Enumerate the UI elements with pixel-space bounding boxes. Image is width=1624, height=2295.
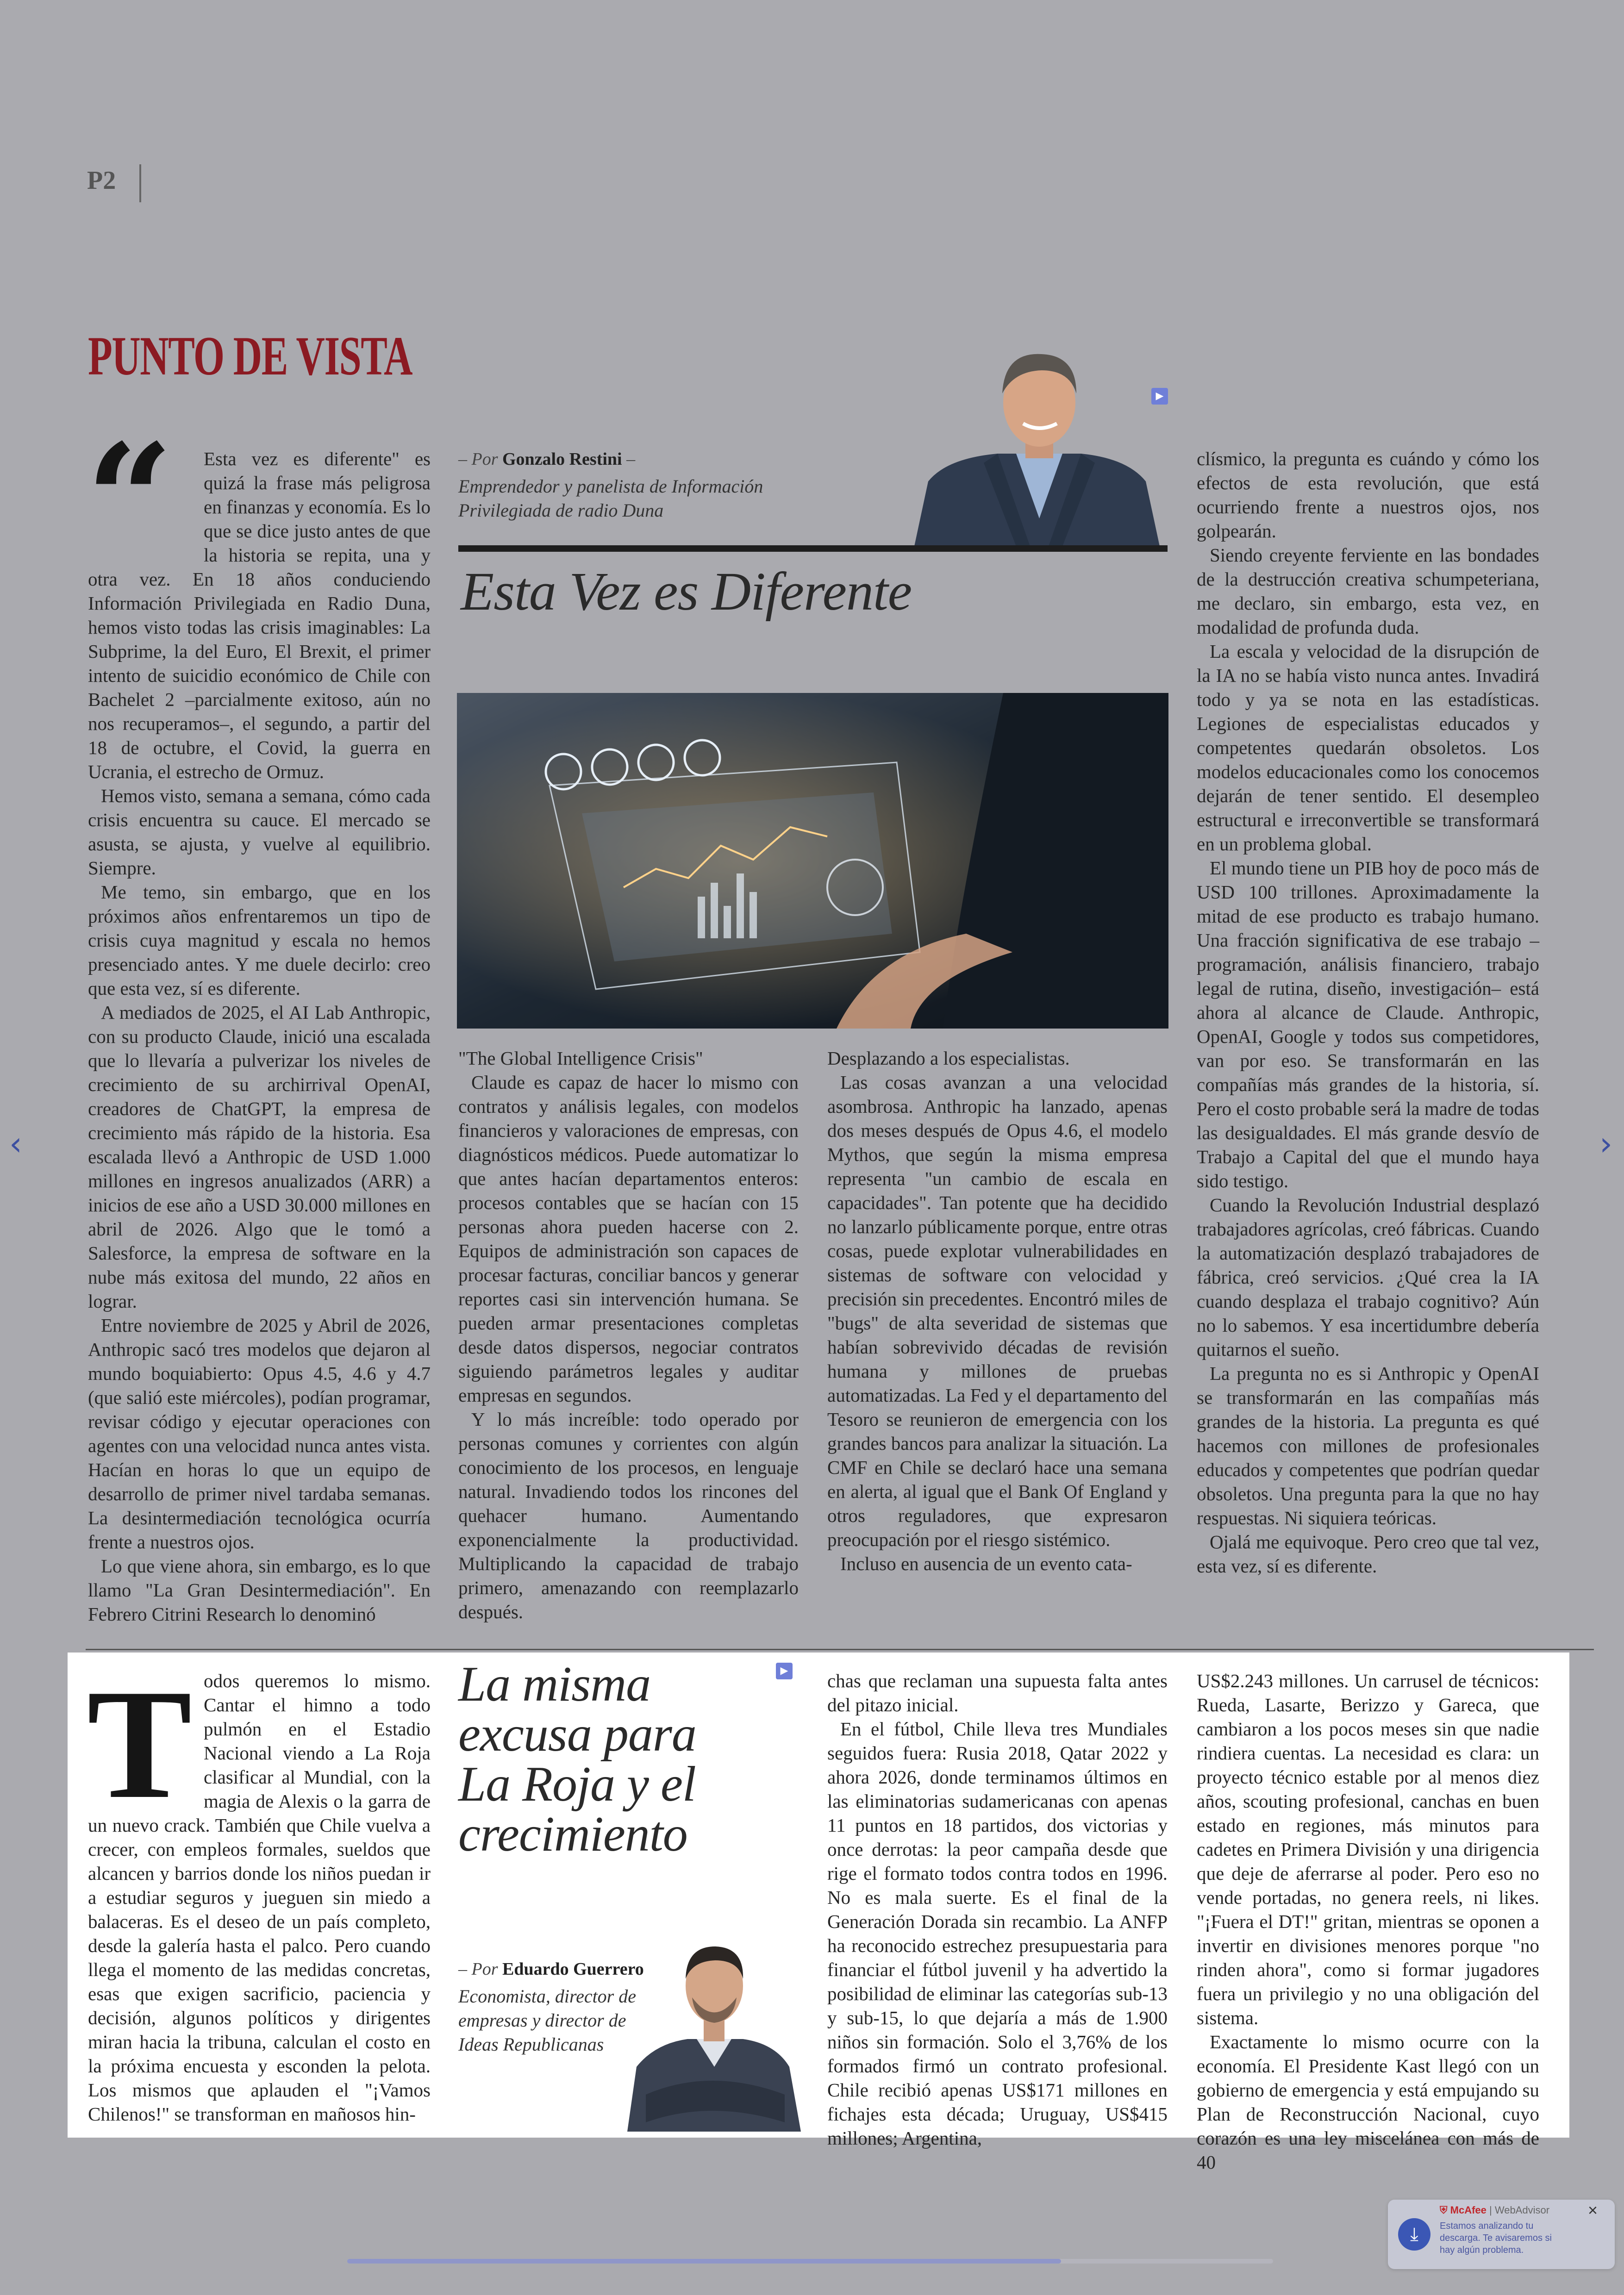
article1-col3-p2: Las cosas avanzan a una velocidad asombrosa. Anthropic ha lanzado, apenas dos meses después de Opus 4.6, el modelo Mythos, que según la misma empresa representa "un cambio de escala en capacidades". Tan potente que ha decidido no lanzarlo públicamente porque, entre otras cosas, puede explotar vulnerabilidades en sistemas de software con velocidad y precisión sin precedentes. Encontró miles de "bugs" de alta severidad de sistemas que habían sobrevivido décadas de revisión humana y millones de pruebas automatizadas. La Fed y el departamento del Tesoro se reunieron de emergencia con los grandes bancos para analizar la situación. La CMF en Chile se declaró hace una semana en alerta, al igual que el Bank Of England y otros reguladores, que expresaron preocupación por el riesgo sistémico. (827, 1072, 1168, 1550)
next-page-arrow-icon[interactable]: › (1599, 1125, 1612, 1163)
article1-col2-p1: "The Global Intelligence Crisis" (458, 1048, 703, 1069)
article1-col4-p5: Cuando la Revolución Industrial desplazó trabajadores agrícolas, creó fábricas. Cuando la automatización desplazó trabajadores de fábrica, creó servicios. ¿Qué crea la IA cuando desplaza el trabajo cognitivo? Aún no lo sabemos. Y esa incertidumbre debería quitarnos el sueño. (1197, 1194, 1539, 1360)
toast-product: WebAdvisor (1494, 2204, 1550, 2216)
article1-column-3 (827, 1046, 1168, 1599)
article2-headline: La misma excusa para La Roja y el crecimiento (458, 1657, 696, 1862)
article1-col4-p3: La escala y velocidad de la disrupción de la IA no se había visto nunca antes. Invadirá todo y ya se nota en las estadísticas. Legiones de especialistas educados y competentes quedarán obsoletos. Los modelos educacionales como los conocemos dejarán de tener sentido. El desempleo estructural e irreconvertible se transformará en un problema global. (1197, 641, 1539, 854)
article1-author-photo (910, 343, 1169, 546)
article1-col1-p3: Me temo, sin embargo, que en los próximos años enfrentaremos un tipo de crisis cuya magnitud y escala no hemos presenciado antes. Y me duele decirlo: creo que esta vez, sí es diferente. (88, 881, 431, 999)
shield-icon: ⛨ (1440, 2204, 1448, 2216)
article2-media-badge[interactable]: ▶ (776, 1663, 793, 1679)
article2-author-photo (627, 1928, 801, 2132)
article1-col4-p7: Ojalá me equivoque. Pero creo que tal vez, esta vez, sí es diferente. (1197, 1531, 1539, 1577)
article1-col4-p6: La pregunta no es si Anthropic y OpenAI se transformarán en las compañías más grandes de la historia. La pregunta es qué hacemos con millones de profesionales educados y competentes que podrían quedar obsoletos. Una pregunta para la que no hay respuestas. Ni siquiera teóricas. (1197, 1363, 1539, 1528)
article1-byline: – Por Gonzalo Restini – (458, 449, 636, 469)
toast-message: Estamos analizando tu descarga. Te avisaremos si hay algún problema. (1440, 2221, 1552, 2255)
article1-column-2 (458, 1046, 799, 1622)
toast-close-icon[interactable]: × (1588, 2201, 1598, 2220)
download-scan-toast[interactable] (1388, 2200, 1615, 2269)
article2-col3-p2: En el fútbol, Chile lleva tres Mundiales seguidos fuera: Rusia 2018, Qatar 2022 y ahora 2026, donde terminamos últimos en las eliminatorias sudamericanas con apenas 11 puntos en 18 partidos, dos victorias y once derrotas: la peor campaña desde que rige el formato todos contra todos en 1996. No es mala suerte. Es el final de la Generación Dorada sin recambio. La ANFP ha reconocido estrechez presupuestaria para financiar el fútbol juvenil y ha advertido la posibilidad de eliminar las categorías sub-13 y sub-15, lo que dejaría a más de 1.900 niños sin formación. Solo el 3,76% de los formados firmó un contrato profesional. Chile recibió apenas US$171 millones en fichajes esta década; Uruguay, US$415 millones; Argentina, (827, 1718, 1168, 2149)
article1-col1-p1: Esta vez es diferente" es quizá la frase más peligrosa en finanzas y economía. Es lo que se dice justo antes de que la historia se repita, una y otra vez. En 18 años conduciendo Información Privilegiada en Radio Duna, hemos visto todas las crisis imaginables: La Subprime, la del Euro, El Brexit, el primer intento de suicidio económico de Chile con Bachelet 2 –parcialmente exitoso, aún no nos recuperamos–, el segundo, a partir del 18 de octubre, el Covid, la guerra en Ucrania, el estrecho de Ormuz. (88, 448, 431, 782)
section-title: PUNTO DE VISTA (88, 325, 412, 387)
article1-column-1 (88, 447, 431, 1625)
article2-dropcap: T (87, 1657, 192, 1831)
article2-column-4 (1197, 1669, 1539, 2173)
article2-col4-p1: US$2.243 millones. Un carrusel de técnicos: Rueda, Lasarte, Berizzo y Gareca, que cambiaron a los pocos meses sin que nadie rindiera cuentas. La necesidad es clara: un proyecto técnico estable por al menos diez años, scouting profesional, canchas en buen estado en regiones, más minutos para cadetes en Primera División y una dirigencia que deje de aferrarse al poder. Pero eso no vende portadas, no genera reels, ni likes. "¡Fuera el DT!" gritan, mientras se oponen a invertir en divisiones menores porque "no rinden ahora", como si formar jugadores fuera un privilegio y no una obligación del sistema. (1197, 1670, 1539, 2028)
article1-byline-prefix: Por (471, 449, 498, 469)
article2-column-3 (827, 1669, 1168, 2149)
article1-media-badge[interactable]: ▶ (1151, 388, 1168, 405)
article1-col4-p1: clísmico, la pregunta es cuándo y cómo los efectos de esta revolución, que está ocurriendo frente a nuestros ojos, nos golpearán. (1197, 448, 1539, 542)
article1-col1-p4: A mediados de 2025, el AI Lab Anthropic, con su producto Claude, inició una escalada que lo llevaría a pulverizar los niveles de crecimiento de su archirrival OpenAI, creadores de ChatGPT, la empresa de crecimiento más rápido de la historia. Esa escalada llevó a Anthropic de USD 1.000 millones en ingresos anualizados (ARR) a inicios de ese año a USD 30.000 millones en abril de 2026. Algo que le tomó a Salesforce, la empresa de software en la nube más exitosa del mundo, 22 años en lograr. (88, 1002, 431, 1312)
article2-col3-p1: chas que reclaman una supuesta falta antes del pitazo inicial. (827, 1670, 1168, 1715)
article2-col4-p2: Exactamente lo mismo ocurre con la economía. El Presidente Kast llegó con un gobierno de emergencia y está empujando su Plan de Reconstrucción Nacional, cuyo corazón es una ley miscelánea con más de 40 (1197, 2031, 1539, 2173)
article2-column-1 (87, 1657, 431, 2132)
article1-col4-p2: Siendo creyente ferviente en las bondades de la destrucción creativa schumpeteriana, me declaro, sin embargo, esta vez, en modalidad de profunda duda. (1197, 544, 1539, 638)
toast-brand: McAfee (1450, 2204, 1487, 2216)
article1-col2-p3: Y lo más increíble: todo operado por personas comunes y corrientes con algún conocimiento de los procesos, en lenguaje natural. Invadiendo todos los rincones del quehacer humano. Aumentando exponencialmente la productividad. Multiplicando la capacidad de trabajo primero, amenazando con reemplazarlo después. (458, 1409, 799, 1622)
quote-mark-spacer (88, 447, 204, 562)
article1-col3-p3: Incluso en ausencia de un evento cata- (840, 1553, 1132, 1574)
section-divider (86, 1649, 1594, 1650)
toast-brand-row: ⛨ McAfee | WebAdvisor (1440, 2204, 1550, 2216)
article1-headline: Esta Vez es Diferente (461, 561, 912, 622)
article1-image (457, 693, 1168, 1029)
article1-author-name: Gonzalo Restini (502, 449, 622, 469)
article1-col1-p6: Lo que viene ahora, sin embargo, es lo que llamo "La Gran Desintermediación". En Febrero Citrini Research lo denominó (88, 1555, 431, 1625)
article1-col1-p2: Hemos visto, semana a semana, cómo cada crisis encuentra su cauce. El mercado se asusta, se ajusta, y vuelve al equilibrio. Siempre. (88, 785, 431, 879)
article1-col1-p5: Entre noviembre de 2025 y Abril de 2026, Anthropic sacó tres modelos que dejaron al mundo boquiabierto: Opus 4.5, 4.6 y 4.7 (que salió este miércoles), podían programar, revisar código y ejecutar operaciones con agentes con una velocidad nunca antes vista. Hacían en horas lo que un equipo de desarrollo de primer nivel tardaba semanas. La desintermediación tecnológica ocurría frente a nuestros ojos. (88, 1315, 431, 1553)
article2-byline-prefix: Por (471, 1959, 498, 1979)
article1-col3-p1: Desplazando a los especialistas. (827, 1048, 1070, 1069)
article1-col2-p2: Claude es capaz de hacer lo mismo con contratos y análisis legales, con modelos financieros y valoraciones de empresas, con diagnósticos médicos. Puede automatizar lo que antes hacían departamentos enteros: procesos contables que se hacían con 15 personas ahora pueden hacerse con 2. Equipos de administración son capaces de procesar facturas, conciliar bancos y generar reportes casi sin intervención humana. Se pueden armar presentaciones completas desde datos dispersos, negociar contratos siguiendo parámetros legales y auditar empresas en segundos. (458, 1072, 799, 1406)
article1-author-desc: Emprendedor y panelista de Información Privilegiada de radio Duna (458, 476, 763, 521)
page-number-divider (139, 164, 141, 202)
reader-progress-fill (347, 2259, 1061, 2264)
page-number: P2 (87, 166, 116, 195)
article2-col1-p1: odos queremos lo mismo. Cantar el himno a todo pulmón en el Estadio Nacional viendo a La Roja clasificar al Mundial, con la magia de Alexis o la garra de un nuevo crack. También que Chile vuelva a crecer, con empleos formales, sueldos que alcancen y barrios donde los niños puedan ir a estudiar seguros y jueguen sin miedo a balaceras. Es el deseo de un país completo, desde la galería hasta el palco. Pero cuando llega el momento de las medidas concretas, esas que exigen sacrificio, paciencia y decisión, algunos políticos y dirigentes miran hacia la tribuna, calculan el costo en la próxima encuesta y esconden la pelota. Los mismos que aplauden el "¡Vamos Chilenos!" se transforman en mañosos hin- (88, 1670, 431, 2125)
quote-mark-icon: “ (86, 410, 174, 590)
prev-page-arrow-icon[interactable]: ‹ (9, 1125, 22, 1163)
article2-byline: – Por Eduardo Guerrero (458, 1959, 644, 1979)
article1-column-4 (1197, 447, 1539, 1599)
headline-rule (458, 545, 1168, 552)
download-icon: ⤓ (1398, 2218, 1430, 2251)
dropcap-spacer (87, 1657, 204, 1831)
article2-author-name: Eduardo Guerrero (502, 1959, 644, 1979)
article1-col4-p4: El mundo tiene un PIB hoy de poco más de USD 100 trillones. Aproximadamente la mitad de ese producto es trabajo humano. Una fracción significativa de ese trabajo –programación, análisis financiero, trabajo legal de rutina, diseño, investigación– está ahora al alcance de Claude. Anthropic, OpenAI, Google y todos sus competidores, van por eso. Se transformarán en las compañías más grandes de la historia, sí. Pero el costo probable será la madre de todas las desigualdades. El más grande desvío de Trabajo a Capital del que el mundo haya sido testigo. (1197, 857, 1540, 1191)
article2-author-desc: Economista, director de empresas y director de Ideas Republicanas (458, 1986, 637, 2055)
